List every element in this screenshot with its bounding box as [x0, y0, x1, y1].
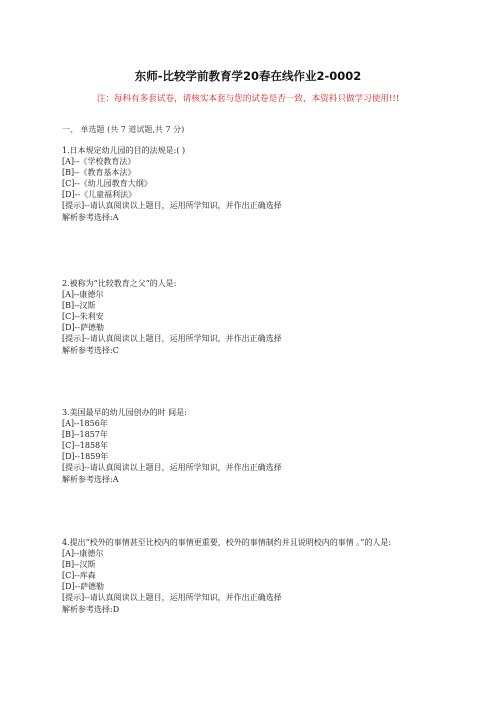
answer-text: 解析参考选择:A: [62, 474, 119, 484]
option-b: [B]--《教育基本法》: [62, 168, 136, 178]
question-stem: 3.美国最早的幼儿园创办的时 间是:: [62, 408, 187, 417]
question-stem: 4.提出“校外的事情甚至比校内的事情更重要，校外的事情制约并且说明校内的事情 。”的人是:: [62, 538, 392, 547]
hint-text: [提示]--请认真阅读以上题目，运用所学知识，并作出正确选择: [62, 334, 282, 344]
option-c: [C]--1858年: [62, 441, 109, 451]
hint-text: [提示]--请认真阅读以上题目，运用所学知识，并作出正确选择: [62, 201, 282, 211]
option-a: [A]--1856年: [62, 419, 108, 429]
hint-text: [提示]--请认真阅读以上题目，运用所学知识，并作出正确选择: [62, 593, 282, 603]
question-stem: 2.被称为“比较教育之父”的人是:: [62, 279, 177, 288]
notice-text: 注：每科有多套试卷，请核实本套与您的试卷是否一致，本资料只做学习使用!!!: [96, 94, 400, 104]
option-b: [B]--汉斯: [62, 301, 96, 311]
option-d: [D]--萨德勒: [62, 323, 105, 333]
option-c: [C]--《幼儿园教育大纲》: [62, 179, 152, 189]
option-d: [D]--1859年: [62, 452, 109, 462]
option-d: [D]--《儿童福利法》: [62, 190, 137, 200]
option-c: [C]--库森: [62, 571, 96, 581]
answer-text: 解析参考选择:D: [62, 604, 120, 614]
question-2: [62, 278, 442, 356]
option-b: [B]--1857年: [62, 430, 108, 440]
option-b: [B]--汉斯: [62, 560, 96, 570]
answer-text: 解析参考选择:C: [62, 345, 119, 355]
answer-text: 解析参考选择:A: [62, 212, 119, 222]
question-1: [62, 145, 442, 223]
hint-text: [提示]--请认真阅读以上题目，运用所学知识，并作出正确选择: [62, 463, 282, 473]
option-a: [A]--康德尔: [62, 549, 104, 559]
question-stem: 1.日本规定幼儿园的目的法规是:( ): [62, 146, 186, 155]
option-d: [D]--萨德勒: [62, 582, 105, 592]
section-heading: 一、 单选题 (共 7 道试题,共 7 分): [62, 125, 185, 134]
option-a: [A]--《学校教育法》: [62, 157, 136, 167]
option-a: [A]--康德尔: [62, 290, 104, 300]
question-4: [62, 537, 442, 615]
document-title: 东师-比较学前教育学20春在线作业2-0002: [134, 69, 362, 83]
option-c: [C]--朱利安: [62, 312, 104, 322]
question-3: [62, 407, 442, 485]
